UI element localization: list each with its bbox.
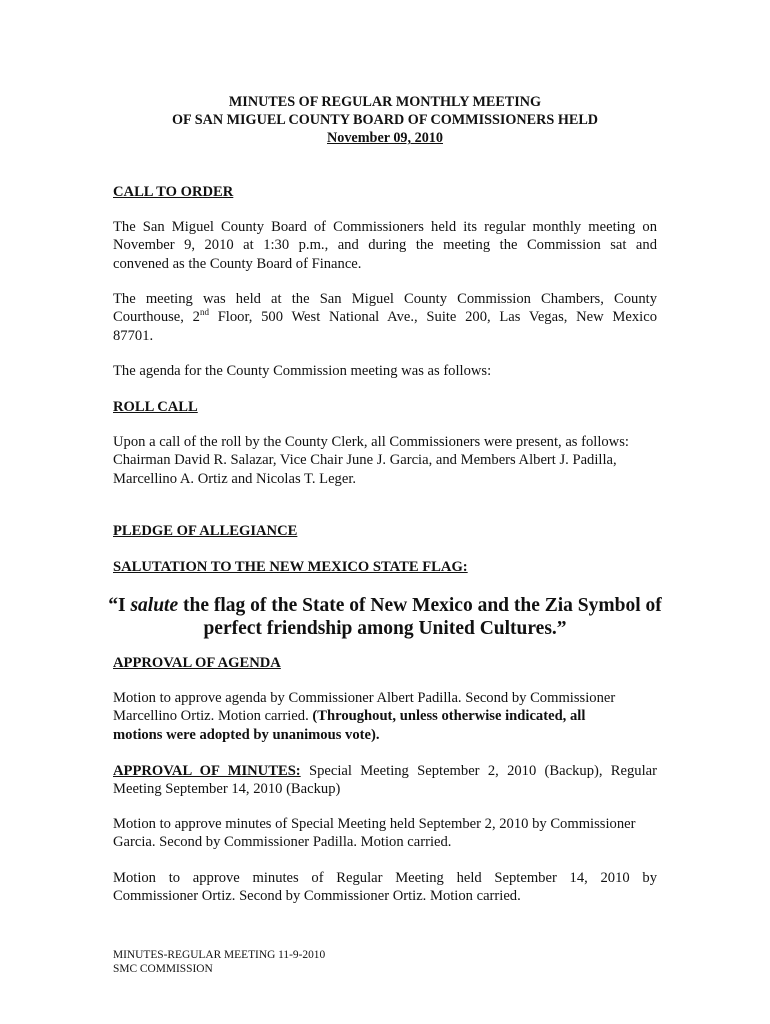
text-fragment: Marcellino Ortiz. Motion carried.	[113, 708, 313, 725]
roll-call-paragraph	[113, 433, 657, 488]
minutes-motion-2	[113, 869, 657, 906]
text-line: motions were adopted by unanimous vote).	[113, 726, 380, 743]
pledge-heading: PLEDGE OF ALLEGIANCE	[113, 523, 298, 539]
approval-of-agenda-heading: APPROVAL OF AGENDA	[113, 655, 281, 671]
text-line	[113, 707, 657, 725]
text-line: Motion to approve minutes of Regular Meeting held September 14, 2010 by	[113, 870, 657, 886]
approval-of-minutes-heading: APPROVAL OF MINUTES:	[113, 763, 301, 779]
call-to-order-paragraph-2	[113, 290, 657, 345]
document-title-line1: MINUTES OF REGULAR MONTHLY MEETING	[228, 94, 542, 110]
footer-line1: MINUTES-REGULAR MEETING 11-9-2010	[113, 949, 326, 961]
quote-open: “I	[108, 595, 131, 616]
text-line: Motion to approve minutes of Special Meeting held September 2, 2010 by Commissioner	[113, 816, 636, 832]
salutation-heading: SALUTATION TO THE NEW MEXICO STATE FLAG:	[113, 559, 468, 575]
footer-line2: SMC COMMISSION	[113, 963, 213, 975]
bold-note: (Throughout, unless otherwise indicated, all	[312, 708, 586, 725]
text-fragment: Floor, 500 West National Ave., Suite 200, Las Vegas, New Mexico	[208, 309, 657, 326]
salute-quote-line2: perfect friendship among United Cultures.”	[203, 618, 567, 639]
agenda-intro: The agenda for the County Commission meeting was as follows:	[113, 363, 492, 379]
quote-italic-word: salute	[130, 595, 179, 616]
approval-of-agenda-paragraph	[113, 689, 657, 744]
meeting-date-text: November 09, 2010	[327, 130, 443, 146]
text-line: Chairman David R. Salazar, Vice Chair June J. Garcia, and Members Albert J. Padilla,	[113, 452, 617, 469]
text-line: Garcia. Second by Commissioner Padilla. Motion carried.	[113, 834, 452, 851]
text-line: November 9, 2010 at 1:30 p.m., and during the meeting the Commission sat and	[113, 237, 657, 254]
text-line: The San Miguel County Board of Commissioners held its regular monthly meeting on	[113, 219, 657, 235]
ordinal-suffix: nd	[199, 307, 209, 318]
text-line: Commissioner Ortiz. Second by Commissioner Ortiz. Motion carried.	[113, 888, 521, 905]
text-line	[113, 762, 657, 780]
text-line: Upon a call of the roll by the County Clerk, all Commissioners were present, as follows:	[113, 434, 629, 450]
document-title-line2: OF SAN MIGUEL COUNTY BOARD OF COMMISSIONERS HELD	[171, 112, 599, 128]
text-line: convened as the County Board of Finance.	[113, 255, 362, 272]
text-line: Marcellino A. Ortiz and Nicolas T. Leger.	[113, 470, 357, 487]
salute-quote-line1	[0, 594, 770, 617]
text-line: The meeting was held at the San Miguel County Commission Chambers, County	[113, 291, 657, 307]
call-to-order-heading: CALL TO ORDER	[113, 184, 234, 200]
minutes-motion-1	[113, 815, 657, 852]
call-to-order-paragraph-1	[113, 218, 657, 273]
text-line: 87701.	[113, 327, 154, 344]
text-fragment: Courthouse, 2	[113, 309, 200, 326]
quote-rest: the flag of the State of New Mexico and the Zia Symbol of	[178, 595, 662, 616]
roll-call-heading: ROLL CALL	[113, 399, 198, 415]
text-line: Motion to approve agenda by Commissioner Albert Padilla. Second by Commissioner	[113, 690, 616, 706]
text-line: Meeting September 14, 2010 (Backup)	[113, 781, 341, 798]
meeting-date	[0, 129, 770, 147]
text-fragment: Special Meeting September 2, 2010 (Backup), Regular	[300, 763, 657, 779]
text-line	[113, 308, 657, 326]
approval-of-minutes-paragraph	[113, 762, 657, 799]
